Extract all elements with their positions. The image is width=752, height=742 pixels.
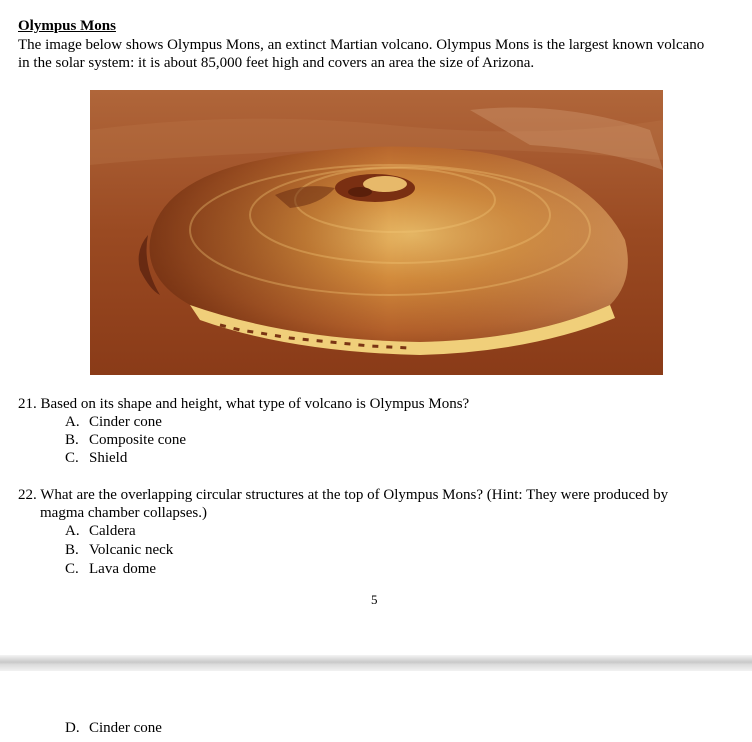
option-text: Shield bbox=[89, 450, 128, 466]
page-separator bbox=[0, 655, 752, 671]
option-text: Cinder cone bbox=[89, 720, 162, 736]
question-22-option-c[interactable] bbox=[65, 560, 156, 578]
next-document-page bbox=[0, 671, 752, 742]
option-letter: D. bbox=[65, 720, 80, 736]
page-number: 5 bbox=[371, 592, 378, 607]
option-text: Volcanic neck bbox=[89, 542, 174, 558]
question-21-option-b[interactable] bbox=[65, 431, 186, 449]
question-21-stem: 21. Based on its shape and height, what type of volcano is Olympus Mons? bbox=[18, 396, 470, 412]
caldera bbox=[335, 174, 415, 202]
option-text: Lava dome bbox=[89, 561, 157, 577]
question-22-stem-line1: 22. What are the overlapping circular structures at the top of Olympus Mons? (Hint: They were produced by bbox=[18, 487, 669, 503]
option-letter: A. bbox=[65, 414, 80, 430]
question-22-option-b[interactable] bbox=[65, 541, 173, 559]
intro-paragraph: The image below shows Olympus Mons, an extinct Martian volcano. Olympus Mons is the largest known volcano in the solar system: it is about 85,000 feet high and covers an area the size of Arizona. bbox=[18, 37, 705, 71]
option-d[interactable] bbox=[65, 719, 162, 737]
option-letter: B. bbox=[65, 542, 79, 558]
option-letter: B. bbox=[65, 432, 79, 448]
option-text: Composite cone bbox=[89, 432, 187, 448]
question-21-option-a[interactable] bbox=[65, 413, 162, 431]
option-text: Caldera bbox=[89, 523, 136, 539]
question-22-option-a[interactable] bbox=[65, 522, 136, 540]
olympus-mons-image bbox=[90, 90, 663, 375]
option-letter: C. bbox=[65, 561, 79, 577]
section-title: Olympus Mons bbox=[18, 18, 116, 34]
option-letter: C. bbox=[65, 450, 79, 466]
question-21-option-c[interactable] bbox=[65, 449, 127, 467]
option-letter: A. bbox=[65, 523, 80, 539]
question-22-stem-line2: magma chamber collapses.) bbox=[40, 505, 208, 521]
option-text: Cinder cone bbox=[89, 414, 162, 430]
